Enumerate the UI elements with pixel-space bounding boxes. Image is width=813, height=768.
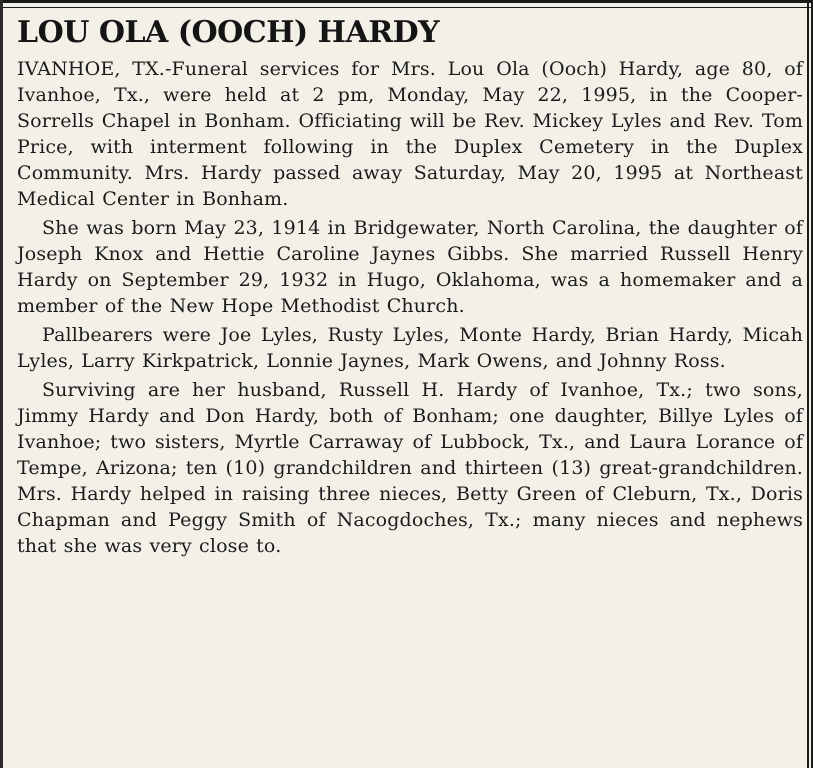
clipping-left-edge [0,0,3,768]
obituary-paragraph-pallbearers: Pallbearers were Joe Lyles, Rusty Lyles, Monte Hardy, Brian Hardy, Micah Lyles, Larry Kirkpatrick, Lonnie Jaynes, Mark Owens, and Johnny Ross. [17,324,803,372]
obituary-article [17,10,803,562]
obituary-paragraph-services: IVANHOE, TX.-Funeral services for Mrs. Lou Ola (Ooch) Hardy, age 80, of Ivanhoe, Tx., were held at 2 pm, Monday, May 22, 1995, in the Cooper-Sorrells Chapel in Bonham. Officiating will be Rev. Mickey Lyles and Rev. Tom Price, with interment following in the Duplex Cemetery in the Duplex Community. Mrs. Hardy passed away Saturday, May 20, 1995 at Northeast Medical Center in Bonham. [17,58,803,210]
clipping-top-border [0,0,813,8]
obituary-paragraph-survivors: Surviving are her husband, Russell H. Hardy of Ivanhoe, Tx.; two sons, Jimmy Hardy and Don Hardy, both of Bonham; one daughter, Billye Lyles of Ivanhoe; two sisters, Myrtle Carraway of Lubbock, Tx., and Laura Lorance of Tempe, Arizona; ten (10) grandchildren and thirteen (13) great-grandchildren. Mrs. Hardy helped in raising three nieces, Betty Green of Cleburn, Tx., Doris Chapman and Peggy Smith of Nacogdoches, Tx.; many nieces and nephews that she was very close to. [17,379,803,557]
obituary-paragraph-biography: She was born May 23, 1914 in Bridgewater, North Carolina, the daughter of Joseph Knox and Hettie Caroline Jaynes Gibbs. She married Russell Henry Hardy on September 29, 1932 in Hugo, Oklahoma, was a homemaker and a member of the New Hope Methodist Church. [17,217,803,317]
clipping-right-border [807,0,813,768]
obituary-headline: LOU OLA (OOCH) HARDY [17,15,440,50]
